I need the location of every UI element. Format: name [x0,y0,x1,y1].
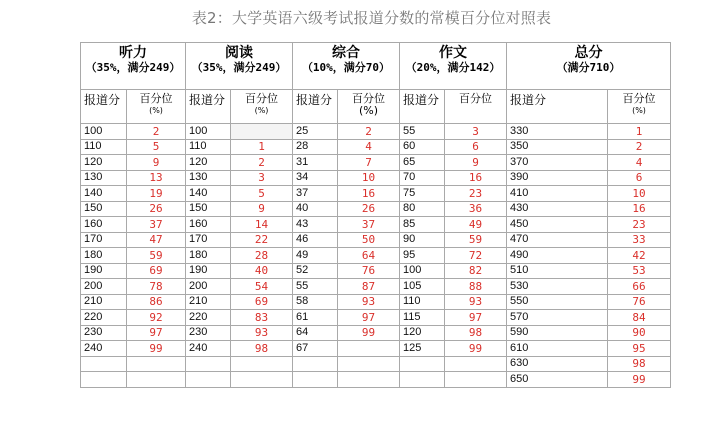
percentile-cell: 66 [608,279,671,295]
reported-score-cell [400,356,445,372]
percentile-cell: 54 [231,279,293,295]
percentile-cell: 98 [231,341,293,357]
col-header-unit: (%) [632,106,646,115]
percentile-cell: 14 [231,217,293,233]
percentile-cell: 10 [338,170,400,186]
percentile-cell: 37 [127,217,186,233]
table-row [81,279,671,295]
percentile-cell: 40 [231,263,293,279]
percentile-cell: 86 [127,294,186,310]
reported-score-cell: 100 [81,124,127,140]
reported-score-cell [81,356,127,372]
reported-score-cell: 210 [81,294,127,310]
reported-score-cell: 43 [293,217,338,233]
reported-score-cell: 160 [81,217,127,233]
percentile-cell: 9 [127,155,186,171]
percentile-cell: 4 [338,139,400,155]
reported-score-cell: 220 [186,310,231,326]
percentile-cell: 2 [127,124,186,140]
table-row [81,341,671,357]
reported-score-cell: 110 [400,294,445,310]
section-note: （20%，满分142） [405,61,501,74]
table-row [81,372,671,388]
percentile-cell: 2 [231,155,293,171]
reported-score-cell: 110 [186,139,231,155]
percentile-cell: 6 [445,139,507,155]
reported-score-cell: 570 [507,310,608,326]
reported-score-cell: 100 [186,124,231,140]
percentile-cell [445,372,507,388]
reported-score-cell: 230 [186,325,231,341]
reported-score-cell: 85 [400,217,445,233]
column-header-row [81,90,671,124]
reported-score-cell: 90 [400,232,445,248]
reported-score-cell: 125 [400,341,445,357]
percentile-cell: 76 [608,294,671,310]
reported-score-cell: 49 [293,248,338,264]
reported-score-cell: 140 [81,186,127,202]
table-row [81,248,671,264]
percentile-cell [338,372,400,388]
reported-score-cell: 80 [400,201,445,217]
reported-score-cell: 550 [507,294,608,310]
reported-score-cell: 115 [400,310,445,326]
percentile-cell: 93 [338,294,400,310]
col-header-reported-score: 报道分 [293,90,338,124]
percentile-cell: 3 [231,170,293,186]
reported-score-cell: 61 [293,310,338,326]
col-header-percentile-label: 百分位 [139,92,173,105]
percentile-cell [127,372,186,388]
reported-score-cell: 190 [186,263,231,279]
reported-score-cell: 450 [507,217,608,233]
section-reading [186,43,293,90]
reported-score-cell: 230 [81,325,127,341]
percentile-cell: 93 [231,325,293,341]
reported-score-cell [293,372,338,388]
reported-score-cell: 55 [293,279,338,295]
col-header-reported-score: 报道分 [400,90,445,124]
reported-score-cell: 31 [293,155,338,171]
percentile-cell: 87 [338,279,400,295]
section-writing [400,43,507,90]
caption-text: 表2：大学英语六级考试报道分数的常模百分位对照表 [191,9,552,27]
section-note: （10%，满分70） [301,61,391,74]
percentile-cell: 33 [608,232,671,248]
reported-score-cell: 150 [186,201,231,217]
percentile-cell: 19 [127,186,186,202]
reported-score-cell: 40 [293,201,338,217]
percentile-cell: 2 [608,139,671,155]
percentile-cell: 98 [608,356,671,372]
reported-score-cell: 120 [81,155,127,171]
reported-score-cell: 150 [81,201,127,217]
percentile-cell: 50 [338,232,400,248]
reported-score-cell: 100 [400,263,445,279]
reported-score-cell: 55 [400,124,445,140]
section-name: 作文 [439,45,467,61]
percentile-cell: 5 [231,186,293,202]
percentile-cell: 64 [338,248,400,264]
reported-score-cell: 630 [507,356,608,372]
reported-score-cell: 370 [507,155,608,171]
reported-score-cell: 650 [507,372,608,388]
reported-score-cell: 610 [507,341,608,357]
percentile-cell [445,356,507,372]
section-name: 总分 [574,45,603,61]
reported-score-cell: 110 [81,139,127,155]
reported-score-cell: 240 [81,341,127,357]
percentile-cell: 2 [338,124,400,140]
reported-score-cell: 34 [293,170,338,186]
col-header-reported-score: 报道分 [81,90,127,124]
reported-score-cell: 390 [507,170,608,186]
reported-score-cell: 510 [507,263,608,279]
reported-score-cell [186,356,231,372]
section-listening [81,43,186,90]
reported-score-cell [81,372,127,388]
reported-score-cell: 58 [293,294,338,310]
percentile-cell: 9 [231,201,293,217]
section-name: 综合 [332,45,360,61]
reported-score-cell: 95 [400,248,445,264]
reported-score-cell: 130 [186,170,231,186]
reported-score-cell: 200 [186,279,231,295]
reported-score-cell: 180 [186,248,231,264]
percentile-cell: 82 [445,263,507,279]
percentile-cell: 88 [445,279,507,295]
reported-score-cell [186,372,231,388]
percentile-cell: 99 [445,341,507,357]
reported-score-cell: 430 [507,201,608,217]
percentile-cell: 83 [231,310,293,326]
percentile-cell: 49 [445,217,507,233]
reported-score-cell: 200 [81,279,127,295]
percentile-cell: 16 [445,170,507,186]
percentile-cell: 92 [127,310,186,326]
percentile-cell: 3 [445,124,507,140]
percentile-cell: 69 [127,263,186,279]
percentile-cell: 47 [127,232,186,248]
reported-score-cell: 190 [81,263,127,279]
reported-score-cell: 75 [400,186,445,202]
percentile-cell: 26 [127,201,186,217]
percentile-cell: 6 [608,170,671,186]
section-header-row [81,43,671,90]
reported-score-cell: 330 [507,124,608,140]
reported-score-cell: 120 [186,155,231,171]
reported-score-cell: 220 [81,310,127,326]
reported-score-cell: 350 [507,139,608,155]
section-note: （35%，满分249） [85,61,181,74]
reported-score-cell: 240 [186,341,231,357]
col-header-unit: (%) [254,106,269,115]
col-header-reported-score: 报道分 [186,90,231,124]
percentile-cell [338,356,400,372]
percentile-cell: 97 [338,310,400,326]
reported-score-cell: 410 [507,186,608,202]
reported-score-cell: 180 [81,248,127,264]
reported-score-cell: 590 [507,325,608,341]
reported-score-cell: 105 [400,279,445,295]
percentile-cell: 84 [608,310,671,326]
col-header-reported-score: 报道分 [507,90,608,124]
reported-score-cell: 140 [186,186,231,202]
percentile-cell [231,372,293,388]
table-row [81,294,671,310]
reported-score-cell: 65 [400,155,445,171]
col-header-percentile [608,90,671,124]
reported-score-cell: 67 [293,341,338,357]
percentile-cell: 7 [338,155,400,171]
percentile-cell: 90 [608,325,671,341]
percentile-cell: 23 [608,217,671,233]
percentile-cell: 72 [445,248,507,264]
table-row [81,217,671,233]
section-total [507,43,671,90]
table-row [81,170,671,186]
section-note: （满分710） [556,61,621,74]
section-name: 阅读 [225,45,253,61]
col-header-percentile [231,90,293,124]
reported-score-cell: 28 [293,139,338,155]
reported-score-cell: 470 [507,232,608,248]
section-comprehensive [293,43,400,90]
percentile-cell: 99 [338,325,400,341]
percentile-cell [231,356,293,372]
reported-score-cell: 210 [186,294,231,310]
reported-score-cell: 70 [400,170,445,186]
percentile-cell: 97 [127,325,186,341]
table-caption [0,7,723,28]
percentile-cell: 37 [338,217,400,233]
percentile-cell: 76 [338,263,400,279]
percentile-table [80,42,671,388]
percentile-cell: 16 [338,186,400,202]
percentile-cell: 95 [608,341,671,357]
table-row [81,232,671,248]
reported-score-cell: 160 [186,217,231,233]
percentile-cell: 22 [231,232,293,248]
col-header-percentile: 百分位 [445,90,507,124]
section-name: 听力 [119,45,147,61]
reported-score-cell: 130 [81,170,127,186]
percentile-cell: 13 [127,170,186,186]
table-row [81,263,671,279]
section-note: （35%，满分249） [191,61,287,74]
table-row [81,139,671,155]
table-row [81,124,671,140]
reported-score-cell: 170 [81,232,127,248]
table-row [81,201,671,217]
reported-score-cell: 120 [400,325,445,341]
percentile-cell [127,356,186,372]
percentile-cell: 99 [608,372,671,388]
reported-score-cell: 52 [293,263,338,279]
reported-score-cell: 37 [293,186,338,202]
col-header-percentile: 百分位 (%) [338,90,400,124]
table-row [81,310,671,326]
percentile-cell: 16 [608,201,671,217]
percentile-cell: 26 [338,201,400,217]
col-header-percentile-label: 百分位 [622,92,656,105]
percentile-cell: 93 [445,294,507,310]
percentile-cell: 10 [608,186,671,202]
table-row [81,356,671,372]
reported-score-cell: 64 [293,325,338,341]
col-header-percentile [127,90,186,124]
reported-score-cell: 170 [186,232,231,248]
percentile-cell: 4 [608,155,671,171]
col-header-percentile-label: 百分位 [245,92,278,105]
percentile-cell [338,341,400,357]
table-row [81,155,671,171]
percentile-cell: 9 [445,155,507,171]
percentile-cell: 78 [127,279,186,295]
percentile-cell: 99 [127,341,186,357]
percentile-cell: 98 [445,325,507,341]
reported-score-cell: 60 [400,139,445,155]
percentile-cell: 5 [127,139,186,155]
reported-score-cell [293,356,338,372]
percentile-cell: 97 [445,310,507,326]
percentile-cell [231,124,293,140]
percentile-cell: 59 [127,248,186,264]
percentile-cell: 1 [608,124,671,140]
reported-score-cell: 490 [507,248,608,264]
percentile-cell: 36 [445,201,507,217]
percentile-cell: 28 [231,248,293,264]
col-header-unit: (%) [149,106,163,115]
percentile-cell: 23 [445,186,507,202]
percentile-cell: 1 [231,139,293,155]
percentile-cell: 59 [445,232,507,248]
table-row [81,186,671,202]
reported-score-cell: 46 [293,232,338,248]
percentile-cell: 53 [608,263,671,279]
table-row [81,325,671,341]
reported-score-cell: 25 [293,124,338,140]
reported-score-cell: 530 [507,279,608,295]
percentile-cell: 42 [608,248,671,264]
reported-score-cell [400,372,445,388]
percentile-cell: 69 [231,294,293,310]
